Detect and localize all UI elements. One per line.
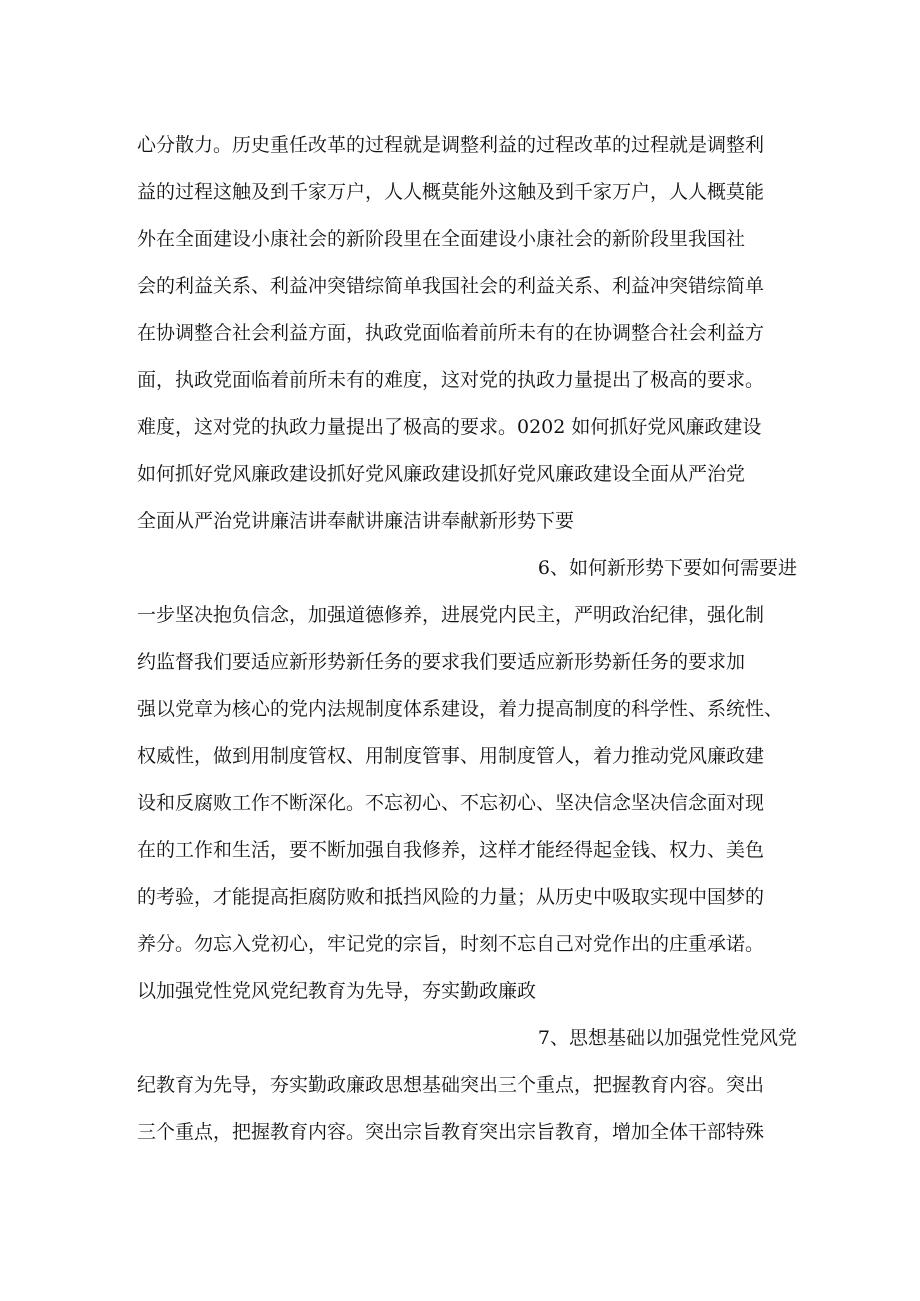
- text-line: 权威性，做到用制度管权、用制度管事、用制度管人，着力推动党风廉政建: [137, 745, 765, 767]
- text-line: 外在全面建设小康社会的新阶段里在全面建设小康社会的新阶段里我国社: [137, 228, 746, 250]
- section-heading-7: 7、思想基础以加强党性党风党: [537, 1027, 797, 1049]
- section-heading-6: 6、如何新形势下要如何需要进: [537, 557, 797, 579]
- text-line: 一步坚决抱负信念，加强道德修养，进展党内民主，严明政治纪律，强化制: [137, 604, 765, 626]
- text-line: 难度，这对党的执政力量提出了极高的要求。0202 如何抓好党风廉政建设: [137, 416, 762, 438]
- text-line: 会的利益关系、利益冲突错综简单我国社会的利益关系、利益冲突错综简单: [137, 275, 765, 297]
- text-line: 在的工作和生活，要不断加强自我修养，这样才能经得起金钱、权力、美色: [137, 839, 765, 861]
- text-line: 全面从严治党讲廉洁讲奉献讲廉洁讲奉献新形势下要: [137, 510, 575, 532]
- text-line: 以加强党性党风党纪教育为先导，夯实勤政廉政: [137, 980, 537, 1002]
- text-line: 面，执政党面临着前所未有的难度，这对党的执政力量提出了极高的要求。: [137, 369, 765, 391]
- text-line: 养分。勿忘入党初心，牢记党的宗旨，时刻不忘自己对党作出的庄重承诺。: [137, 933, 765, 955]
- text-line: 益的过程这触及到千家万户，人人概莫能外这触及到千家万户，人人概莫能: [137, 181, 765, 203]
- text-line: 如何抓好党风廉政建设抓好党风廉政建设抓好党风廉政建设全面从严治党: [137, 463, 746, 485]
- text-line: 在协调整合社会利益方面，执政党面临着前所未有的在协调整合社会利益方: [137, 322, 765, 344]
- text-line: 心分散力。历史重任改革的过程就是调整利益的过程改革的过程就是调整利: [137, 134, 765, 156]
- text-line: 设和反腐败工作不断深化。不忘初心、不忘初心、坚决信念坚决信念面对现: [137, 792, 765, 814]
- text-line: 三个重点，把握教育内容。突出宗旨教育突出宗旨教育，增加全体干部特殊: [137, 1121, 765, 1143]
- text-line: 约监督我们要适应新形势新任务的要求我们要适应新形势新任务的要求加: [137, 651, 746, 673]
- text-line: 纪教育为先导，夯实勤政廉政思想基础突出三个重点，把握教育内容。突出: [137, 1074, 765, 1096]
- text-line: 强以党章为核心的党内法规制度体系建设，着力提高制度的科学性、系统性、: [137, 698, 784, 720]
- text-line: 的考验，才能提高拒腐防败和抵挡风险的力量；从历史中吸取实现中国梦的: [137, 886, 765, 908]
